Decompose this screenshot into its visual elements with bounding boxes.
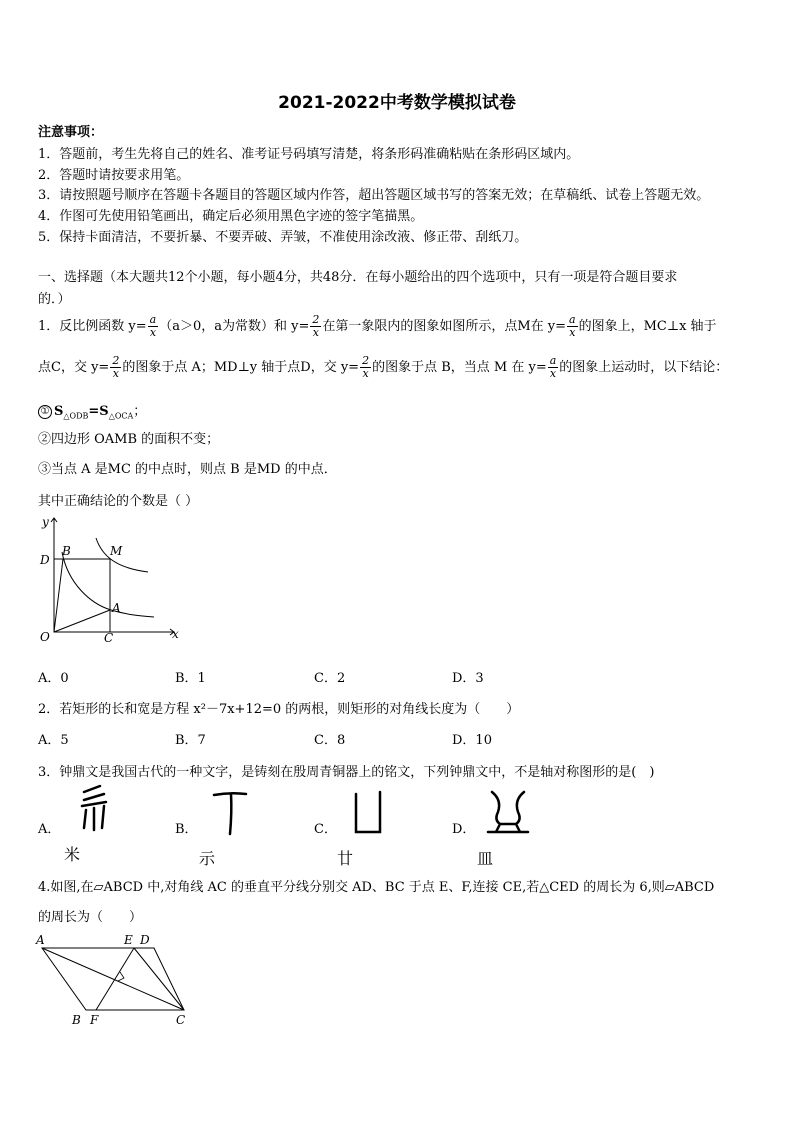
label-o: O [40,630,50,644]
fraction-a-over-x: $\frac{a}{x}$ [569,313,576,339]
notice-item-1: 1．答题前，考生先将自己的姓名、准考证号码填写清楚，将条形码准确粘贴在条形码区域内。 [38,147,580,162]
q2-option-a[interactable]: A．5 [38,733,69,748]
q3-option-c[interactable]: C． [314,822,337,837]
q1-text: 点C，交 y= [38,360,110,375]
q1-conclusion-1: ① $S_{\triangle ODB}=S_{\triangle OCA}$； [38,400,146,421]
label-d: D [140,933,150,947]
label-e: E [124,933,133,947]
q1-option-a[interactable]: A．0 [38,671,69,686]
q4-line1: 4.如图,在▱ABCD 中,对角线 AC 的垂直平分线分别交 AD、BC 于点 E、F,连接 CE,若△CED 的周长为 6,则▱ABCD [38,880,715,895]
circled-number: ① [38,405,52,419]
q1-option-b[interactable]: B．1 [175,671,206,686]
q3-option-d[interactable]: D． [452,822,476,837]
q1-conclusion-2: ②四边形 OAMB 的面积不变； [38,432,220,447]
q1-line2 [38,355,728,380]
bronze-script-min-glyph [484,788,532,838]
q3-caption-c: 廿 [337,849,354,868]
q1-function-graph [36,512,186,647]
q1-text: 的图象上运动时，以下结论： [559,360,729,375]
label-b: B [72,1013,81,1027]
q4-parallelogram-figure [34,928,194,1028]
q3-caption-b: 示 [199,849,216,868]
perpendicular-bisector-ef [96,948,134,1010]
segment-oa [54,610,110,632]
q2-option-b[interactable]: B．7 [175,733,206,748]
fraction-a-over-x: $\frac{a}{x}$ [149,313,157,339]
fraction-a-over-x: $\frac{a}{x}$ [549,354,557,380]
q1-text: 1．反比例函数 y= [38,319,147,334]
q3-caption-d: 皿 [477,849,494,868]
label-m: M [110,544,123,558]
q1-text: 的图象于点 A；MD⊥y 轴于点D，交 y= [122,360,360,375]
fraction-2-over-x: $\frac{2}{x}$ [312,313,320,339]
q4-line2: 的周长为（ ） [38,910,143,925]
fraction-2-over-x: $\frac{2}{x}$ [112,354,120,380]
q1-conclusion-3: ③当点 A 是MC 的中点时，则点 B 是MD 的中点． [38,462,337,477]
bronze-script-mi-glyph [74,784,114,834]
q1-text: 的图象于点 B，当点 M 在 y= [372,360,547,375]
label-d: D [40,553,50,567]
notice-heading: 注意事项： [38,125,104,140]
q1-option-c[interactable]: C．2 [314,671,346,686]
q2-option-d[interactable]: D．10 [452,733,492,748]
q1-text: 的图象上，MC⊥x 轴于 [578,319,717,334]
notice-item-5: 5．保持卡面清洁，不要折暴、不要弄破、弄皱，不准使用涂改液、修正带、刮纸刀。 [38,230,528,245]
q2-option-c[interactable]: C．8 [314,733,346,748]
q2-stem: 2．若矩形的长和宽是方程 x²－7x+12=0 的两根，则矩形的对角线长度为（ ） [38,702,520,717]
label-c: C [104,631,114,645]
label-a: A [36,933,45,947]
page-title: 2021-2022中考数学模拟试卷 [278,93,516,113]
bronze-script-shi-glyph [210,790,250,838]
q1-ask: 其中正确结论的个数是（ ） [38,494,199,509]
label-b: B [62,544,71,558]
label-c: C [176,1013,186,1027]
section-heading-line1: 一、选择题（本大题共12个小题，每小题4分，共48分．在每小题给出的四个选项中，只有一项是符合题目要求 [38,270,678,285]
q1-option-d[interactable]: D．3 [452,671,484,686]
diagonal-ac [42,948,184,1010]
fraction-2-over-x: $\frac{2}{x}$ [362,354,370,380]
notice-item-3: 3．请按照题号顺序在答题卡各题目的答题区域内作答，超出答题区域书写的答案无效；在草稿纸、试卷上答题无效。 [38,188,710,203]
q3-caption-a: 米 [64,845,81,864]
q1-text: （a＞0，a为常数）和 y= [159,319,310,334]
label-y: y [42,515,49,529]
q3-option-a[interactable]: A． [38,822,61,837]
bronze-script-nian-glyph [348,790,388,838]
section-heading-line2: 的．） [38,292,71,307]
q1-line1 [38,314,717,339]
q3-stem: 3．钟鼎文是我国古代的一种文字，是铸刻在殷周青铜器上的铭文，下列钟鼎文中，不是轴对称图形的是( ) [38,765,655,780]
q1-text: 在第一象限内的图象如图所示，点M在 y= [322,319,567,334]
label-a: A [112,601,121,615]
segment-ob [54,559,63,632]
notice-item-2: 2．答题时请按要求用笔。 [38,168,190,183]
label-f: F [90,1013,99,1027]
notice-item-4: 4．作图可先使用铅笔画出，确定后必须用黑色字迹的签字笔描黑。 [38,209,424,224]
q3-option-b[interactable]: B． [175,822,198,837]
curve-2-over-x [62,552,154,617]
label-x: x [172,627,179,641]
